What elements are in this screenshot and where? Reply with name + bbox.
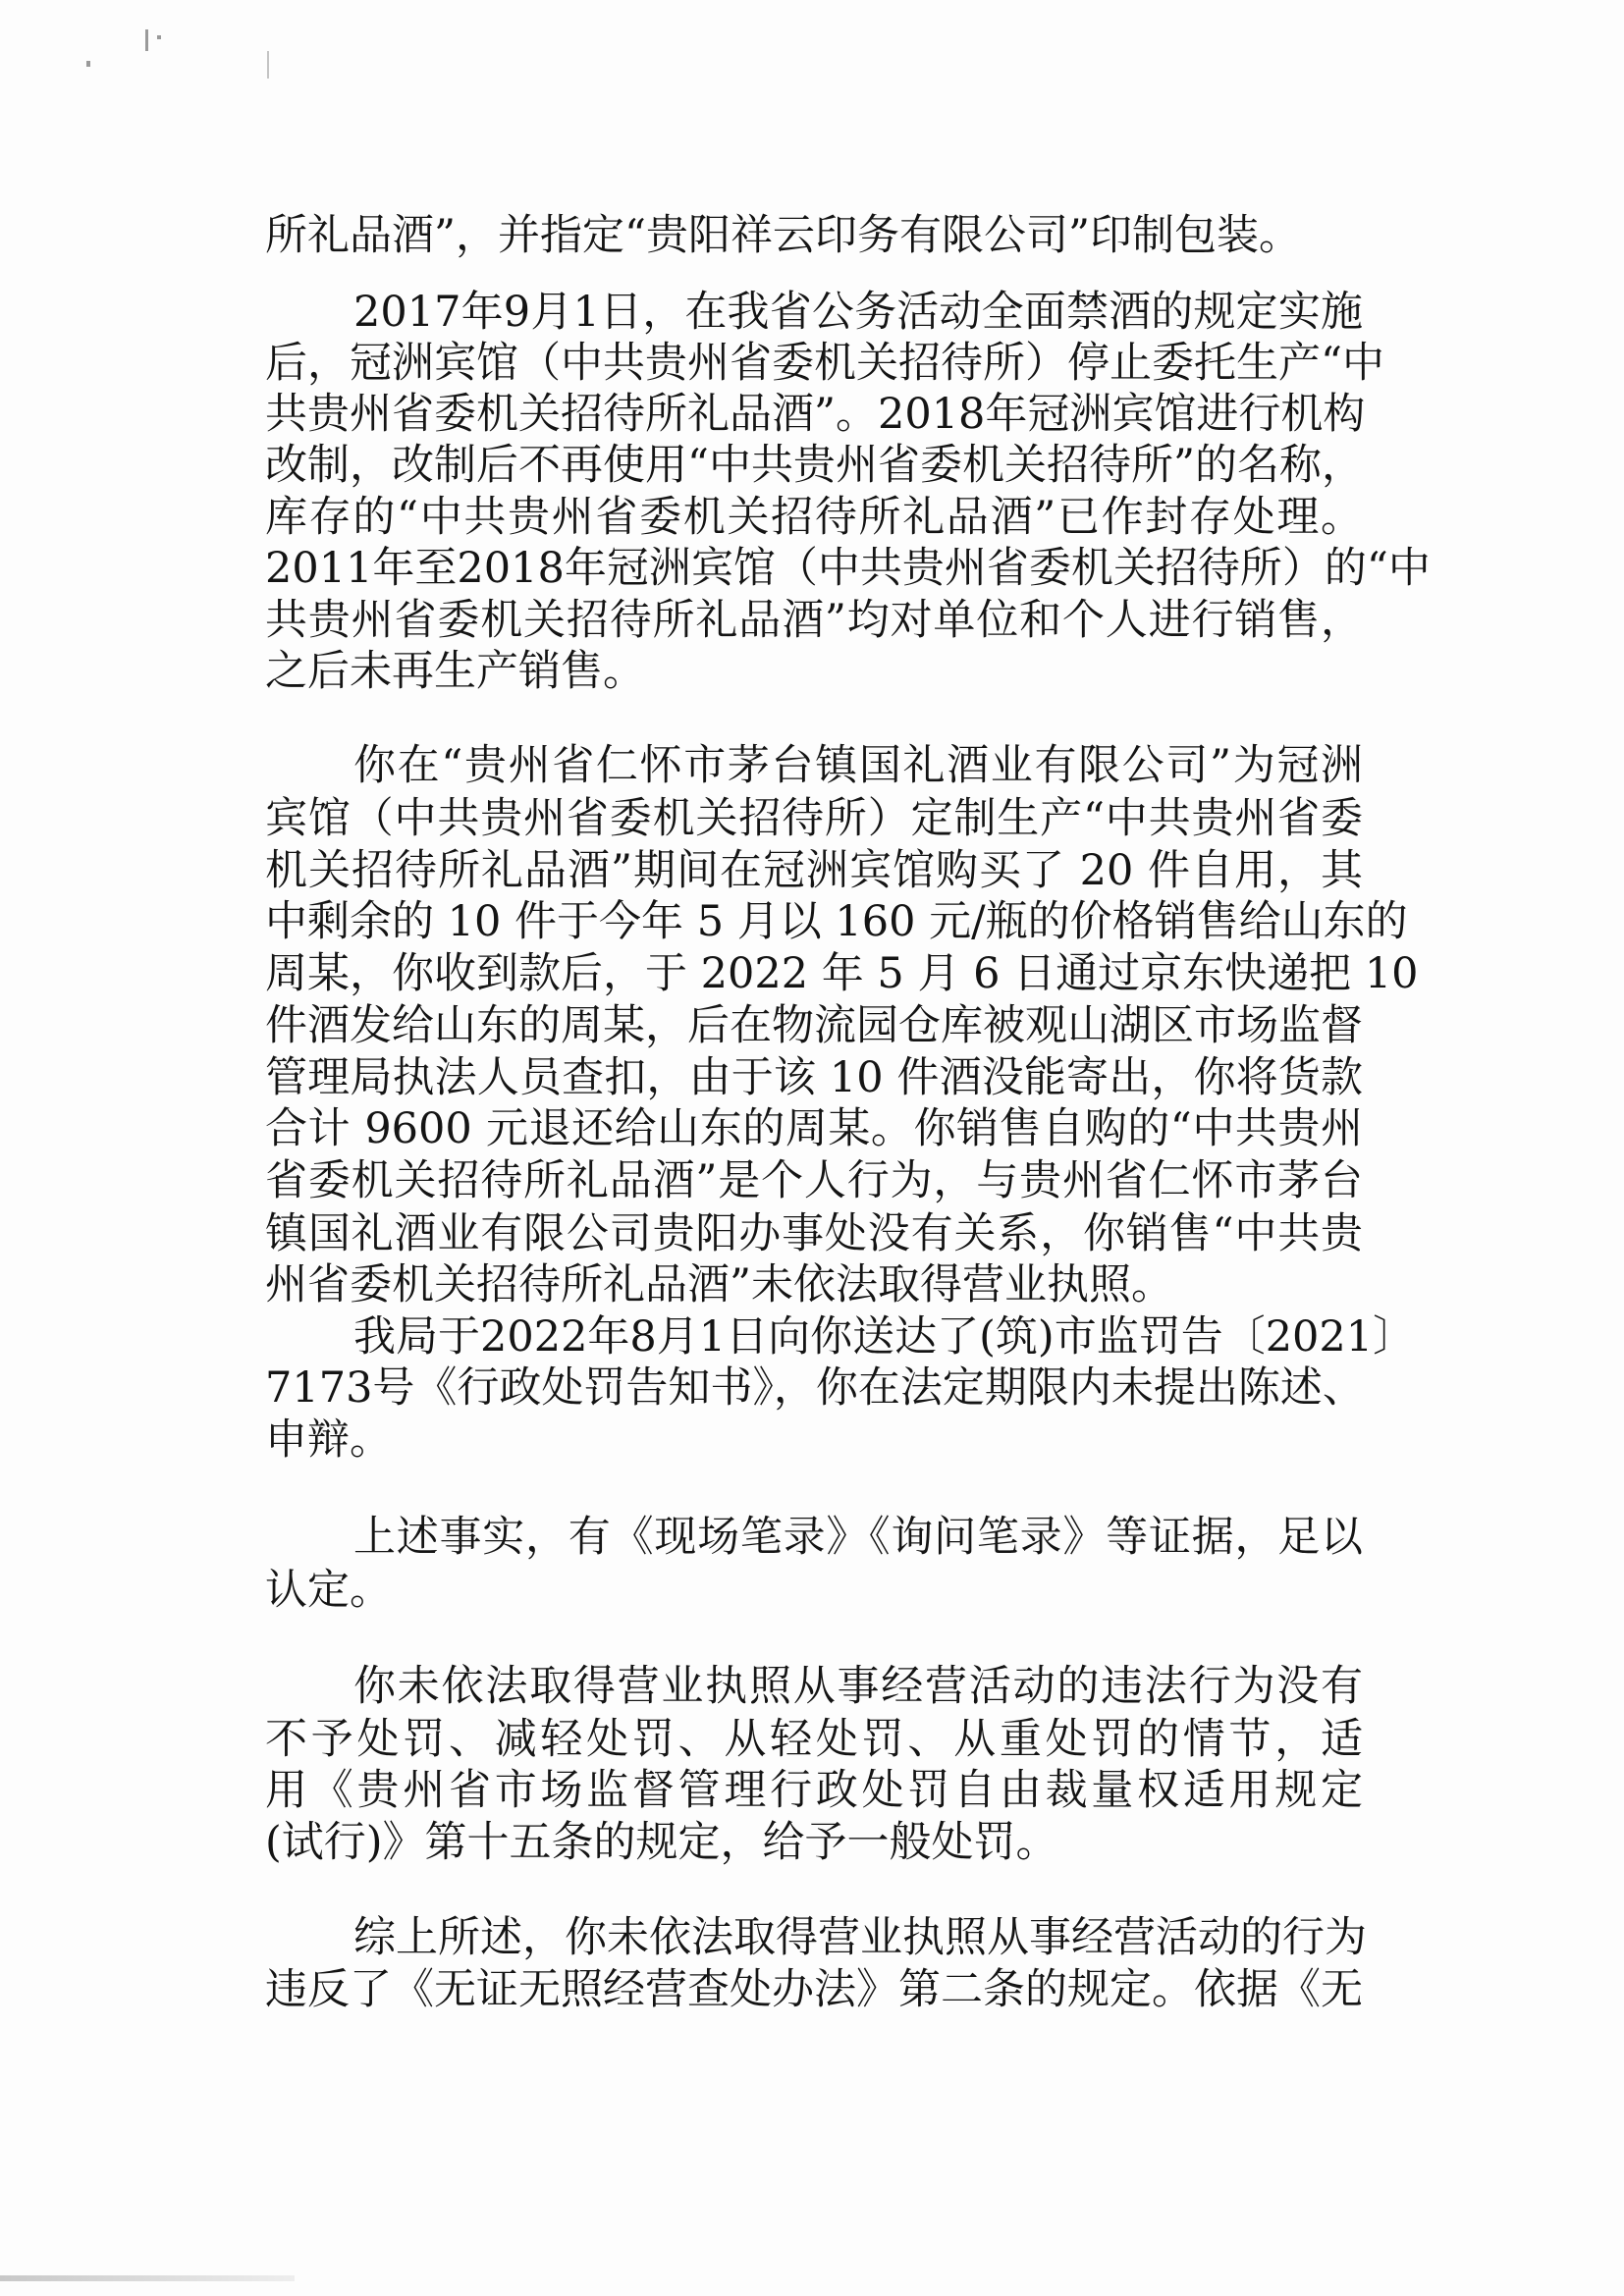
text-line: 你未依法取得营业执照从事经营活动的违法行为没有 [353, 1662, 1363, 1711]
text-line: 所礼品酒”，并指定“贵阳祥云印务有限公司”印制包装。 [265, 211, 1301, 260]
text-line: 州省委机关招待所礼品酒”未依法取得营业执照。 [265, 1260, 1173, 1309]
text-line: 用《贵州省市场监督管理行政处罚自由裁量权适用规定 [265, 1766, 1363, 1815]
text-line: 机关招待所礼品酒”期间在冠洲宾馆购买了 20 件自用，其 [265, 846, 1363, 895]
text-line: 合计 9600 元退还给山东的周某。你销售自购的“中共贵州 [265, 1104, 1363, 1153]
text-line: (试行)》第十五条的规定，给予一般处罚。 [265, 1818, 1058, 1867]
text-line: 申辩。 [265, 1415, 392, 1465]
text-line: 综上所述，你未依法取得营业执照从事经营活动的行为 [353, 1913, 1367, 1962]
text-line: 共贵州省委机关招待所礼品酒”。2018年冠洲宾馆进行机构 [265, 390, 1366, 439]
text-line: 7173号《行政处罚告知书》，你在法定期限内未提出陈述、 [265, 1363, 1365, 1413]
text-line: 认定。 [265, 1566, 392, 1615]
text-line: 共贵州省委机关招待所礼品酒”均对单位和个人进行销售， [265, 596, 1363, 645]
text-line: 违反了《无证无照经营查处办法》第二条的规定。依据《无 [265, 1965, 1363, 2014]
text-line: 周某，你收到款后，于 2022 年 5 月 6 日通过京东快递把 10 [265, 949, 1419, 998]
text-line: 你在“贵州省仁怀市茅台镇国礼酒业有限公司”为冠洲 [353, 741, 1363, 790]
scan-artifact-mark [86, 61, 90, 67]
text-line: 镇国礼酒业有限公司贵阳办事处没有关系，你销售“中共贵 [265, 1209, 1363, 1258]
scan-artifact-mark [157, 35, 161, 39]
text-line: 管理局执法人员查扣，由于该 10 件酒没能寄出，你将货款 [265, 1053, 1363, 1102]
text-line: 后，冠洲宾馆（中共贵州省委机关招待所）停止委托生产“中 [265, 339, 1384, 388]
scan-artifact-mark [145, 29, 148, 51]
text-line: 之后未再生产销售。 [265, 647, 645, 696]
text-line: 我局于2022年8月1日向你送达了(筑)市监罚告〔2021〕 [353, 1312, 1416, 1362]
text-line: 2011年至2018年冠洲宾馆（中共贵州省委机关招待所）的“中 [265, 544, 1431, 593]
text-line: 件酒发给山东的周某，后在物流园仓库被观山湖区市场监督 [265, 1001, 1363, 1050]
text-line: 2017年9月1日，在我省公务活动全面禁酒的规定实施 [353, 288, 1363, 337]
text-line: 宾馆（中共贵州省委机关招待所）定制生产“中共贵州省委 [265, 794, 1363, 843]
text-line: 中剩余的 10 件于今年 5 月以 160 元/瓶的价格销售给山东的 [265, 897, 1408, 946]
scan-edge-shadow [0, 2275, 295, 2281]
scan-artifact-mark [267, 51, 269, 79]
text-line: 库存的“中共贵州省委机关招待所礼品酒”已作封存处理。 [265, 493, 1363, 542]
text-line: 上述事实，有《现场笔录》《询问笔录》等证据，足以 [353, 1513, 1363, 1562]
text-line: 改制，改制后不再使用“中共贵州省委机关招待所”的名称， [265, 441, 1364, 490]
text-line: 不予处罚、减轻处罚、从轻处罚、从重处罚的情节，适 [265, 1715, 1363, 1764]
text-line: 省委机关招待所礼品酒”是个人行为，与贵州省仁怀市茅台 [265, 1156, 1363, 1205]
